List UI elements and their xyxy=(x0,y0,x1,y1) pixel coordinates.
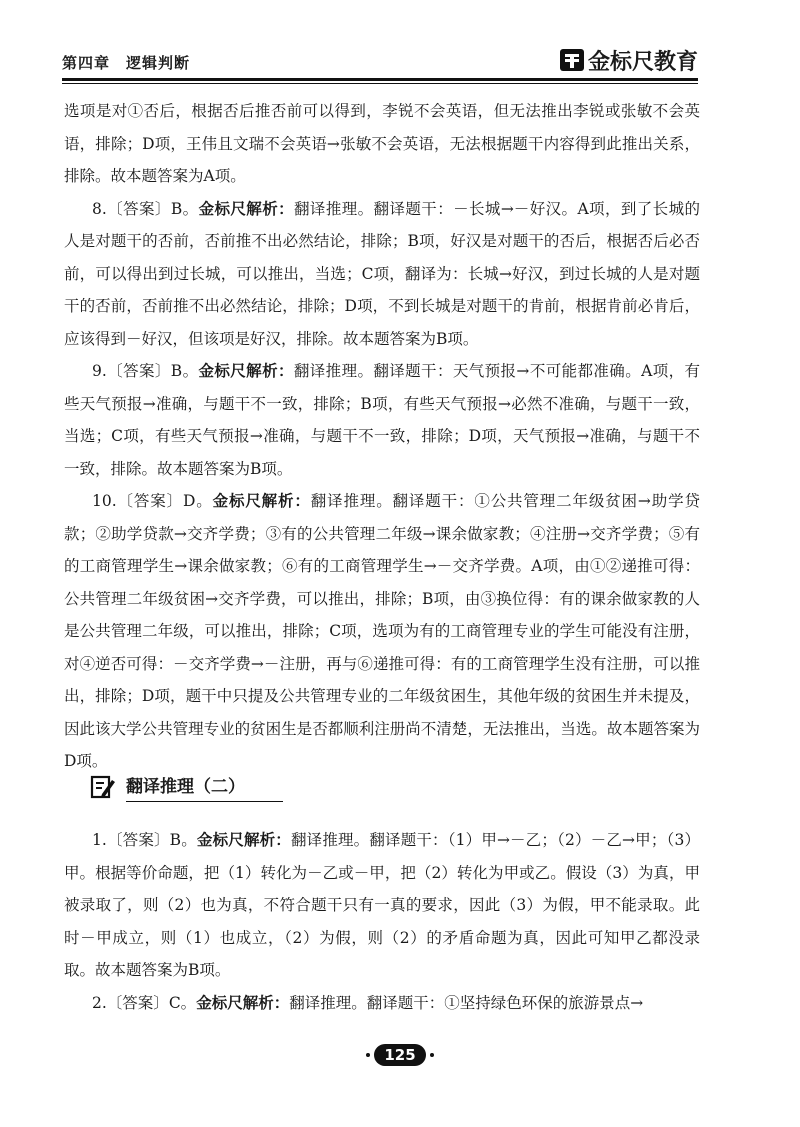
answer-paragraph: 9.〔答案〕B。金标尺解析：翻译推理。翻译题干：天气预报→不可能都准确。A项，有些天气预报→准确，与题干不一致，排除；B项，有些天气预报→必然不准确，与题干一致，当选；C项，有些天气预报→准确，与题干不一致，排除；D项，天气预报→准确，与题干不一致，排除。故本题答案为B项。 xyxy=(64,362,700,478)
answer-block-1 xyxy=(64,95,700,778)
answer-paragraph: 2.〔答案〕C。金标尺解析：翻译推理。翻译题干：①坚持绿色环保的旅游景点→ xyxy=(92,993,644,1012)
brand-name: 金标尺教育 xyxy=(587,49,698,75)
section-title: 翻译推理（二） xyxy=(126,772,283,802)
brand-logo-icon xyxy=(559,48,585,72)
brand-logo xyxy=(559,46,698,74)
chapter-title: 第四章 逻辑判断 xyxy=(62,54,191,72)
page-number-label: 125 xyxy=(374,1044,425,1066)
header-rule xyxy=(62,78,698,81)
answer-paragraph: 10.〔答案〕D。金标尺解析：翻译推理。翻译题干：①公共管理二年级贫困→助学贷款；②助学贷款→交齐学费；③有的公共管理二年级→课余做家教；④注册→交齐学费；⑤有的工商管理学生→课余做家教；⑥有的工商管理学生→－交齐学费。A项，由①②递推可得：公共管理二年级贫困→交齐学费，可以推出，排除；B项，由③换位得：有的课余做家教的人是公共管理二年级，可以推出，排除；C项，选项为有的工商管理专业的学生可能没有注册，对④逆否可得：－交齐学费→－注册，再与⑥递推可得：有的工商管理学生没有注册，可以推出，排除；D项，题干中只提及公共管理专业的二年级贫困生，其他年级的贫困生并未提及，因此该大学公共管理专业的贫困生是否都顺利注册尚不清楚，无法推出，当选。故本题答案为D项。 xyxy=(64,492,700,770)
page-number xyxy=(359,1042,441,1068)
edit-note-icon xyxy=(90,774,116,800)
page-dot-right xyxy=(430,1053,434,1057)
page-header xyxy=(62,44,698,78)
answer-paragraph: 1.〔答案〕B。金标尺解析：翻译推理。翻译题干：（1）甲→－乙；（2）－乙→甲；（3）甲。根据等价命题，把（1）转化为－乙或－甲，把（2）转化为甲或乙。假设（3）为真，甲被录取了，则（2）也为真，不符合题干只有一真的要求，因此（3）为假，甲不能录取。此时－甲成立，则（1）也成立，（2）为假，则（2）的矛盾命题为真，因此可知甲乙都没录取。故本题答案为B项。 xyxy=(64,831,700,979)
header-rule-thin xyxy=(62,83,698,84)
paragraph: 选项是对①否后，根据否后推否前可以得到，李锐不会英语，但无法推出李锐或张敏不会英语，排除；D项，王伟且文瑞不会英语→张敏不会英语，无法根据题干内容得到此推出关系，排除。故本题答案为A项。 xyxy=(64,102,700,185)
section-heading xyxy=(90,770,283,804)
page-dot-left xyxy=(366,1053,370,1057)
answer-paragraph: 8.〔答案〕B。金标尺解析：翻译推理。翻译题干：－长城→－好汉。A项，到了长城的人是对题干的否前，否前推不出必然结论，排除；B项，好汉是对题干的否后，根据否后必否前，可以得出到过长城，可以推出，当选；C项，翻译为：长城→好汉，到过长城的人是对题干的否前，否前推不出必然结论，排除；D项，不到长城是对题干的肯前，根据肯前必肯后，应该得到－好汉，但该项是好汉，排除。故本题答案为B项。 xyxy=(64,199,700,348)
answer-block-2 xyxy=(64,824,700,1019)
